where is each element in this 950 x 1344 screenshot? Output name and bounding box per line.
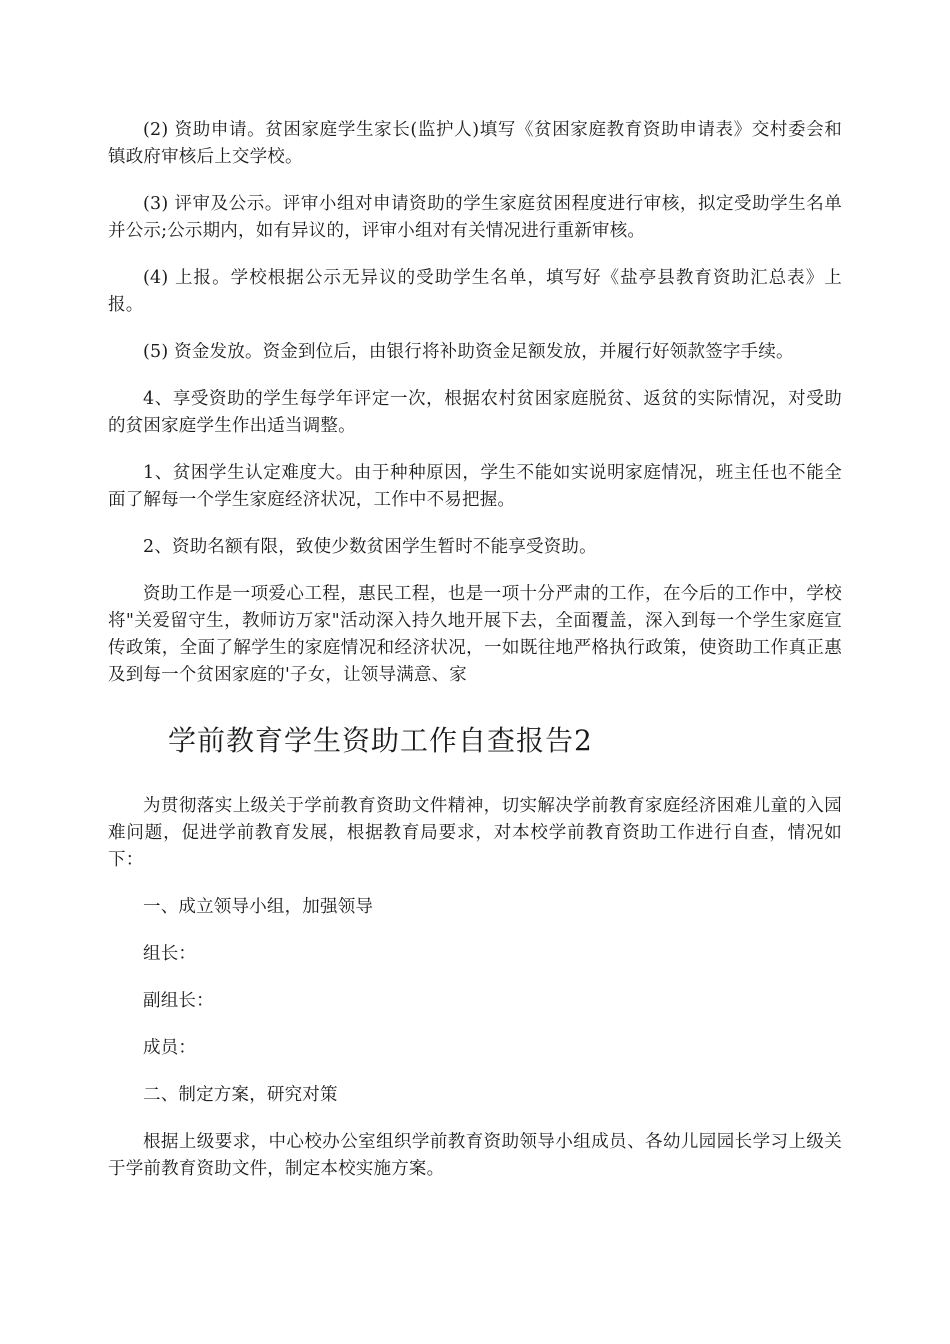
paragraph-plan-detail: 根据上级要求，中心校办公室组织学前教育资助领导小组成员、各幼儿园园长学习上级关于学前教育资助文件，制定本校实施方案。 (108, 1132, 842, 1179)
paragraph-report: (4) 上报。学校根据公示无异议的受助学生名单，填写好《盐亭县教育资助汇总表》上报。 (108, 268, 842, 315)
heading-leadership-group: 一、成立领导小组，加强领导 (143, 897, 374, 917)
paragraph-problem-identification: 1、贫困学生认定难度大。由于种种原因，学生不能如实说明家庭情况，班主任也不能全面了解每一个学生家庭经济状况，工作中不易把握。 (108, 463, 842, 510)
field-group-leader: 组长： (143, 944, 197, 964)
heading-plan: 二、制定方案，研究对策 (143, 1085, 338, 1105)
paragraph-funding-application: (2) 资助申请。贫困家庭学生家长(监护人)填写《贫困家庭教育资助申请表》交村委会和镇政府审核后上交学校。 (108, 120, 842, 167)
document-body (108, 117, 842, 1203)
field-deputy-leader: 副组长： (143, 991, 214, 1011)
paragraph-fund-distribution: (5) 资金发放。资金到位后，由银行将补助资金足额发放，并履行好领款签字手续。 (143, 342, 794, 362)
paragraph-problem-quota: 2、资助名额有限，致使少数贫困学生暂时不能享受资助。 (143, 537, 597, 557)
paragraph-annual-review: 4、享受资助的学生每学年评定一次，根据农村贫困家庭脱贫、返贫的实际情况，对受助的贫困家庭学生作出适当调整。 (108, 389, 842, 436)
field-members: 成员： (143, 1038, 197, 1058)
paragraph-conclusion: 资助工作是一项爱心工程，惠民工程，也是一项十分严肃的工作，在今后的工作中，学校将"关爱留守生，教师访万家"活动深入持久地开展下去，全面覆盖，深入到每一个学生家庭宣传政策，全面了解学生的家庭情况和经济状况，一如既往地严格执行政策，使资助工作真正惠及到每一个贫困家庭的'子女，让领导满意、家 (108, 584, 842, 685)
report-title: 学前教育学生资助工作自查报告2 (168, 724, 593, 757)
paragraph-review-publicity: (3) 评审及公示。评审小组对申请资助的学生家庭贫困程度进行审核，拟定受助学生名单并公示;公示期内，如有异议的，评审小组对有关情况进行重新审核。 (108, 194, 842, 241)
paragraph-introduction: 为贯彻落实上级关于学前教育资助文件精神，切实解决学前教育家庭经济困难儿童的入园难问题，促进学前教育发展，根据教育局要求，对本校学前教育资助工作进行自查，情况如下： (108, 796, 842, 870)
